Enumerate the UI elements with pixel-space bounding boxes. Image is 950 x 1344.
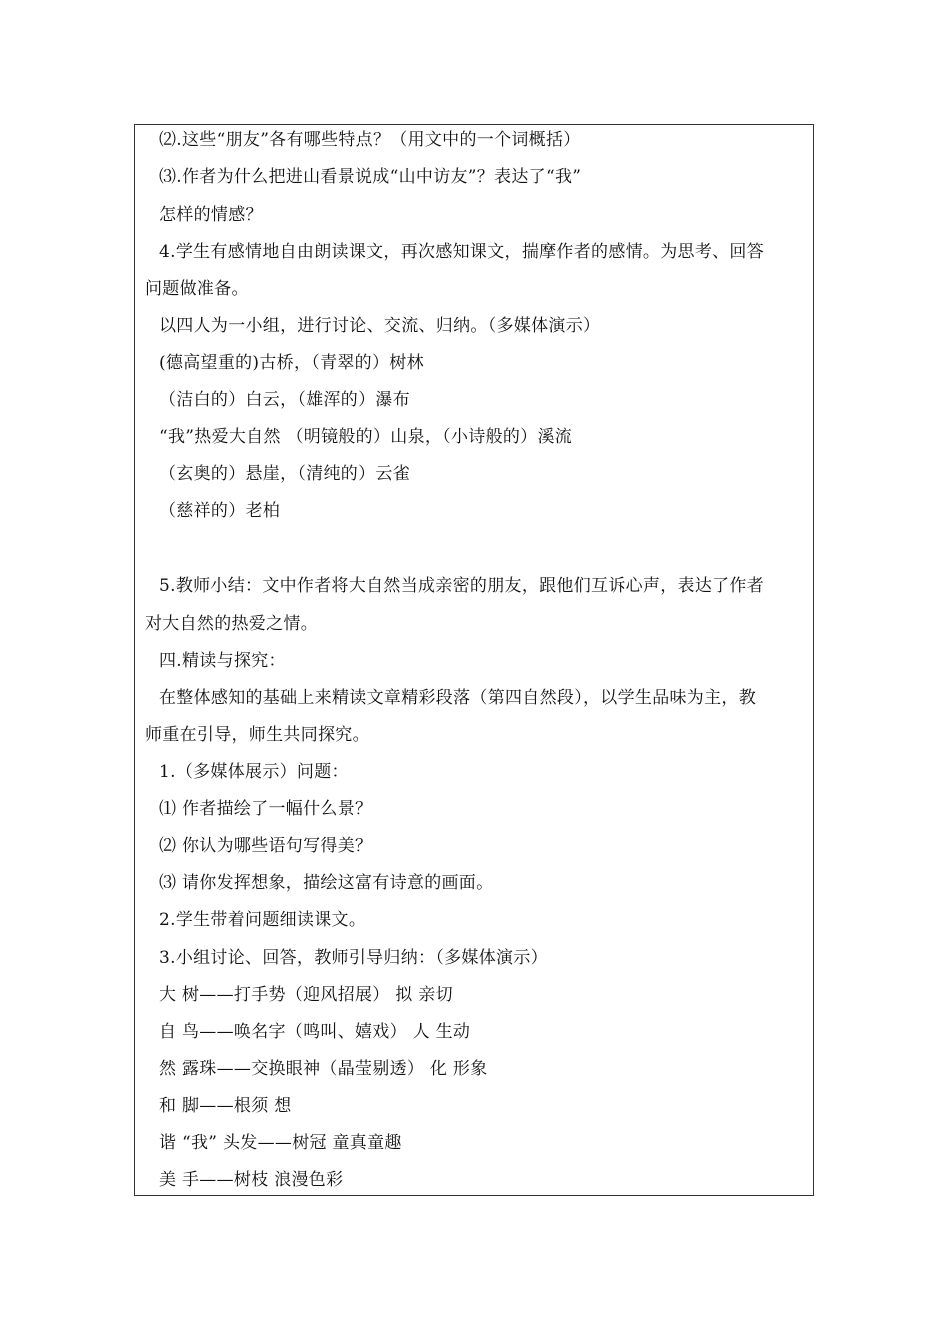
multimedia-questions-line: 1.（多媒体展示）问题： [159,762,349,782]
teacher-summary-continued-line: 对大自然的热爱之情。 [145,614,318,634]
board-line-3: 然 露珠——交换眼神（晶莹剔透） 化 形象 [159,1059,488,1079]
friend-list-line-1: (德高望重的)古桥，（青翠的）树林 [159,353,424,373]
board-line-6: 美 手——树枝 浪漫色彩 [159,1170,344,1190]
question-2-line: ⑵.这些“朋友”各有哪些特点？（用文中的一个词概括） [159,130,581,150]
close-reading-continued-line: 师重在引导，师生共同探究。 [145,725,370,745]
step-4-continued-line: 问题做准备。 [145,279,249,299]
board-line-1: 大 树——打手势（迎风招展） 拟 亲切 [159,985,453,1005]
step-4-line: 4.学生有感情地自由朗读课文，再次感知课文，揣摩作者的感情。为思考、回答 [159,242,765,262]
section-4-heading: 四.精读与探究： [159,651,286,671]
friend-list-line-2: （洁白的）白云，（雄浑的）瀑布 [159,390,410,410]
step-2-line: 2.学生带着问题细读课文。 [159,910,367,930]
question-3-continued-line: 怎样的情感？ [159,205,263,225]
board-line-2: 自 鸟——唤名字（鸣叫、嬉戏） 人 生动 [159,1022,471,1042]
lesson-plan-table-cell [134,124,814,1196]
friend-list-line-3: “我”热爱大自然 （明镜般的）山泉，（小诗般的）溪流 [159,427,573,447]
group-discussion-line: 以四人为一小组，进行讨论、交流、归纳。（多媒体演示） [159,316,601,336]
step-3-line: 3.小组讨论、回答，教师引导归纳：（多媒体演示） [159,948,548,968]
reading-question-2: ⑵ 你认为哪些语句写得美？ [159,836,373,856]
question-3-line: ⑶.作者为什么把进山看景说成“山中访友”？表达了“我” [159,167,582,187]
reading-question-1: ⑴ 作者描绘了一幅什么景？ [159,799,373,819]
close-reading-line: 在整体感知的基础上来精读文章精彩段落（第四自然段），以学生品味为主，教 [159,688,756,708]
teacher-summary-line: 5.教师小结：文中作者将大自然当成亲密的朋友，跟他们互诉心声，表达了作者 [159,576,765,596]
board-line-4: 和 脚——根须 想 [159,1096,292,1116]
friend-list-line-4: （玄奥的）悬崖，（清纯的）云雀 [159,464,410,484]
reading-question-3: ⑶ 请你发挥想象，描绘这富有诗意的画面。 [159,873,494,893]
friend-list-line-5: （慈祥的）老柏 [159,501,281,521]
board-line-5: 谐 “我” 头发——树冠 童真童趣 [159,1133,402,1153]
